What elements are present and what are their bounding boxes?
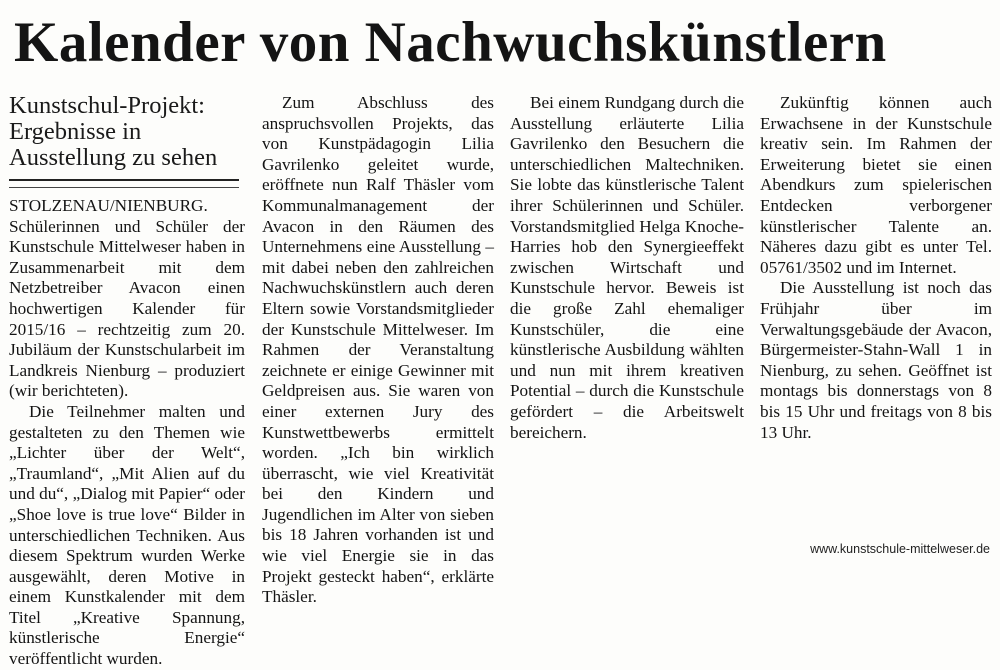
paragraph-1-text: Schülerinnen und Schüler der Kunstschule Mittelweser haben in Zusammenarbeit mit dem Netzbetreiber Avacon einen hochwertigen Kalender für 2015/16 – rechtzeitig zum 20. Jubiläum der Kunstschularbeit im Landkreis Nienburg – produziert (wir berichteten). [9, 216, 245, 401]
paragraph-1 [9, 196, 245, 402]
column-2 [262, 93, 494, 608]
paragraph-2: Die Teilnehmer malten und gestalteten zu den Themen wie „Lichter über der Welt“, „Traumland“, „Mit Alien auf du und du“, „Dialog mit Papier“ oder „Shoe love is true love“ Bilder in unterschiedlichen Techniken. Aus diesem Spektrum wurden Werke ausgewählt, deren Motive in einem Kunstkalender mit dem Titel „Kreative Spannung, künstlerische Energie“ veröffentlicht wurden. [9, 401, 245, 669]
paragraph-3: Zum Abschluss des anspruchsvollen Projekts, das von Kunstpädagogin Lilia Gavrilenko geleitet wurde, eröffnete nun Ralf Thäsler vom Kommunalmanagement der Avacon in den Räumen des Unternehmens eine Ausstellung – mit dabei neben den zahlreichen Nachwuchskünstlern auch deren Eltern sowie Vorstandsmitglieder der Kunstschule Mittelweser. Im Rahmen der Veranstaltung zeichnete er einige Gewinner mit Geldpreisen aus. Sie waren von einer externen Jury des Kunstwettbewerbs ermittelt worden. „Ich bin wirklich überrascht, wie viel Kreativität bei den Kindern und Jugendlichen im Alter von sieben bis 18 Jahren vorhanden ist und wie viel Energie sie in das Projekt gesteckt haben“, erklärte Thäsler. [262, 93, 494, 607]
dateline: STOLZENAU/NIENBURG. [9, 196, 208, 215]
paragraph-6: Die Ausstellung ist noch das Frühjahr über im Verwaltungsgebäude der Avacon, Bürgermeister-Stahn-Wall 1 in Nienburg, zu sehen. Geöffnet ist montags bis donnerstags von 8 bis 15 Uhr und freitags von 8 bis 13 Uhr. [760, 278, 992, 442]
subhead-rule [9, 179, 239, 181]
paragraph-4: Bei einem Rundgang durch die Ausstellung erläuterte Lilia Gavrilenko den Besuchern die unterschiedlichen Maltechniken. Sie lobte das künstlerische Talent ihrer Schülerinnen und Schüler. Vorstandsmitglied Helga Knoche-Harries hob den Synergieeffekt zwischen Wirtschaft und Kunstschule hervor. Beweis ist die große Zahl ehemaliger Kunstschüler, die eine künstlerische Ausbildung wählten und nun mit ihrem kreativen Potential – durch die Kunstschule gefördert – die Arbeitswelt bereichern. [510, 93, 744, 442]
paragraph-5: Zukünftig können auch Erwachsene in der Kunstschule kreativ sein. Im Rahmen der Erweiterung bietet sie einen Abendkurs zum spielerischen Entdecken verborgener künstlerischer Talente an. Näheres dazu gibt es unter Tel. 05761/3502 und im Internet. [760, 93, 992, 277]
column-3 [510, 93, 744, 443]
article-headline: Kalender von Nachwuchskünstlern [14, 11, 887, 74]
subhead-line-1: Kunstschul-Projekt: [9, 92, 205, 119]
website-url: www.kunstschule-mittelweser.de [810, 542, 990, 556]
article-subhead [9, 93, 245, 171]
column-1 [9, 93, 245, 670]
subhead-rule-thin [9, 187, 239, 188]
subhead-line-2: Ergebnisse in [9, 118, 142, 145]
column-4 [760, 93, 992, 443]
subhead-line-3: Ausstellung zu sehen [9, 144, 218, 171]
